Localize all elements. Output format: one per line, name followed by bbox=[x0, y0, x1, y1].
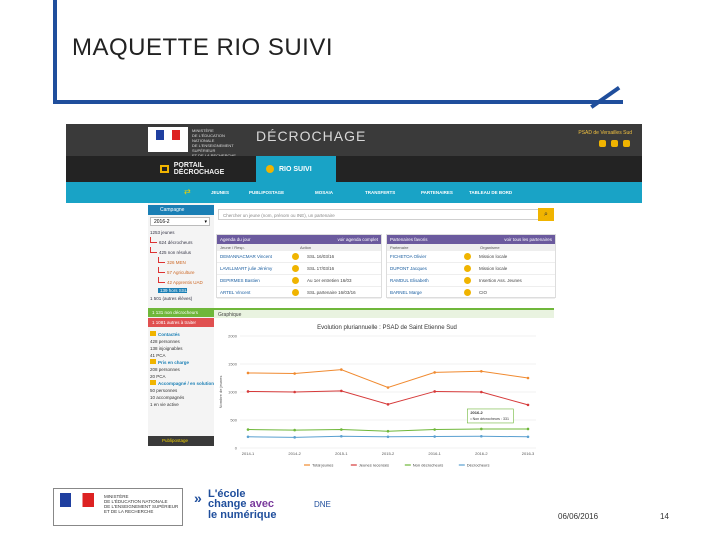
list-item[interactable]: Contactés bbox=[150, 331, 214, 338]
x-tick-label: 2016-2 bbox=[475, 451, 488, 456]
main-nav bbox=[66, 156, 642, 182]
tree-item[interactable]: 425 non résolus bbox=[150, 247, 214, 257]
table-row[interactable]: DEPIRMES Bastien Au 1er entretien 16/03 bbox=[217, 275, 381, 287]
x-tick-label: 2016-3 bbox=[521, 451, 535, 456]
user-label: PSAD de Versailles Sud bbox=[578, 130, 632, 136]
data-point bbox=[387, 436, 390, 439]
tooltip-title: 2016-2 bbox=[470, 409, 483, 415]
data-point bbox=[247, 390, 250, 393]
slide-title: MAQUETTE RIO SUIVI bbox=[72, 34, 334, 61]
tree-item[interactable]: 326 MEN bbox=[150, 257, 214, 267]
action-icon bbox=[292, 277, 299, 284]
data-point bbox=[433, 428, 436, 431]
data-point bbox=[247, 428, 250, 431]
data-point bbox=[527, 428, 530, 431]
x-tick-label: 2016-1 bbox=[428, 451, 441, 456]
slide-frame-left bbox=[53, 0, 57, 104]
data-point bbox=[433, 390, 436, 393]
evolution-chart[interactable] bbox=[214, 318, 554, 474]
status-icon bbox=[150, 359, 156, 364]
y-tick-label: 2000 bbox=[228, 333, 237, 339]
data-point bbox=[340, 368, 343, 371]
list-item[interactable]: 50 personnes bbox=[150, 388, 178, 393]
legend-label: Total jeunes bbox=[312, 462, 334, 468]
agenda-link[interactable]: voir agenda complet bbox=[337, 237, 378, 242]
chevron-down-icon: ▾ bbox=[204, 219, 207, 225]
data-point bbox=[340, 390, 343, 393]
data-point bbox=[293, 429, 296, 432]
data-point bbox=[527, 404, 530, 407]
agenda-panel bbox=[216, 234, 382, 298]
data-point bbox=[293, 372, 296, 375]
data-point bbox=[387, 386, 390, 389]
data-point bbox=[340, 428, 343, 431]
list-item[interactable]: 10 accompagnés bbox=[150, 395, 185, 400]
data-point bbox=[433, 435, 436, 438]
action-icon bbox=[292, 289, 299, 296]
data-point bbox=[293, 436, 296, 439]
tree-item[interactable]: 42 Apprentis UAD bbox=[150, 277, 214, 287]
table-row[interactable]: BARNEL Marge CIO bbox=[387, 287, 555, 299]
sidebar bbox=[148, 203, 214, 446]
nav-tableau-de-bord[interactable]: TABLEAU DE BORD bbox=[469, 190, 513, 195]
nav-publipostage[interactable]: PUBLIPOSTAGE bbox=[249, 190, 285, 195]
help-icon[interactable] bbox=[611, 140, 618, 147]
app-header bbox=[66, 124, 642, 156]
nav-partenaires[interactable]: PARTENAIRES bbox=[421, 190, 453, 195]
portal-icon bbox=[160, 165, 169, 173]
action-icon bbox=[292, 253, 299, 260]
data-point bbox=[527, 377, 530, 380]
series-line bbox=[248, 391, 528, 405]
x-tick-label: 2014-2 bbox=[288, 451, 301, 456]
y-tick-label: 0 bbox=[234, 445, 237, 451]
list-item[interactable]: 1 en vie active bbox=[150, 402, 179, 407]
data-point bbox=[480, 435, 483, 438]
table-row[interactable]: LAVILLMART julie Jérémy SSL 17/03/16 bbox=[217, 263, 381, 275]
data-point bbox=[340, 435, 343, 438]
data-point bbox=[387, 430, 390, 433]
list-item[interactable]: 20 PCA bbox=[150, 374, 166, 379]
publipostage-footer[interactable]: Publipostage bbox=[148, 436, 214, 446]
dne-label: DNE bbox=[314, 500, 331, 509]
sidebar-tree bbox=[150, 229, 214, 303]
col-header: Organisme bbox=[480, 245, 500, 250]
partner-icon bbox=[464, 277, 471, 284]
legend-label: Non décrocheurs bbox=[412, 462, 444, 468]
tree-item[interactable]: 1 501 (autres élèves) bbox=[150, 296, 193, 301]
action-icon bbox=[292, 265, 299, 272]
swap-icon[interactable]: ⇄ bbox=[184, 187, 191, 196]
nav-transferts[interactable]: TRANSFERTS bbox=[365, 190, 396, 195]
slide-frame-corner bbox=[590, 86, 620, 109]
campaign-header: Campagne bbox=[148, 205, 214, 215]
list-item[interactable]: 138 injoignables bbox=[150, 346, 183, 351]
ministry-name: MINISTÈRE DE L'ÉDUCATION NATIONALE DE L'ENSEIGNEMENT SUPÉRIEUR bbox=[192, 128, 234, 153]
partners-title: Partenaires favoris bbox=[390, 237, 428, 242]
table-row[interactable]: RAMDUL Elisabeth Insertion Ass. Jeunes bbox=[387, 275, 555, 287]
col-header: Partenaire bbox=[390, 245, 409, 250]
non-decrocheurs-item[interactable]: 1 131 non décrocheurs bbox=[148, 308, 214, 317]
republic-flag-icon bbox=[60, 493, 94, 507]
status-icon bbox=[150, 380, 156, 385]
slide-date: 06/06/2016 bbox=[558, 512, 599, 521]
data-point bbox=[480, 428, 483, 431]
list-item[interactable]: Pris en charge bbox=[150, 359, 214, 366]
nav-mosaia[interactable]: MOSAIA bbox=[315, 190, 333, 195]
partners-panel bbox=[386, 234, 556, 298]
partners-link[interactable]: voir tous les partenaires bbox=[504, 237, 552, 242]
search-icon: ⌕ bbox=[544, 211, 548, 218]
campaign-select[interactable]: 2016-2 ▾ bbox=[150, 217, 210, 226]
tooltip-text: • Non décrocheurs : 331 bbox=[470, 416, 509, 421]
logout-icon[interactable] bbox=[623, 140, 630, 147]
y-axis-label: Nombre de jeunes bbox=[218, 375, 223, 409]
col-header: Action bbox=[300, 245, 312, 250]
y-tick-label: 1000 bbox=[228, 389, 237, 395]
x-tick-label: 2015-1 bbox=[335, 451, 348, 456]
table-row[interactable]: DUPONT Jacques Mission locale bbox=[387, 263, 555, 275]
data-point bbox=[247, 372, 250, 375]
list-item[interactable]: Accompagné / en solution bbox=[150, 380, 214, 387]
header-icons bbox=[599, 140, 630, 147]
data-point bbox=[480, 370, 483, 373]
list-item[interactable]: 428 personnes bbox=[150, 339, 180, 344]
ecole-numerique-logo: » L'école change avec le numérique bbox=[194, 488, 277, 521]
data-point bbox=[387, 403, 390, 406]
search-button[interactable] bbox=[538, 208, 554, 221]
x-tick-label: 2014-1 bbox=[241, 451, 255, 456]
tree-item[interactable]: 57 Agriculture bbox=[150, 267, 214, 277]
chart-title: Evolution pluriannuelle : PSAD de Saint Etienne Sud bbox=[317, 325, 457, 331]
table-row[interactable]: DEMANNACMAR Vincent SSL 16/03/16 bbox=[217, 251, 381, 263]
tab-portail-decrochage[interactable]: PORTAIL DÉCROCHAGE bbox=[154, 156, 252, 182]
y-tick-label: 500 bbox=[230, 417, 237, 423]
republic-flag-icon bbox=[156, 130, 180, 140]
table-row[interactable]: ARTEL Vincent SSL partenaire 16/03/16 bbox=[217, 287, 381, 299]
col-header: Jeune / Resp. bbox=[220, 245, 245, 250]
x-tick-label: 2015-2 bbox=[381, 451, 395, 456]
nav-jeunes[interactable]: JEUNES bbox=[211, 190, 230, 195]
app-name: DÉCROCHAGE bbox=[256, 128, 367, 144]
legend-label: Jeunes recensés bbox=[358, 462, 390, 468]
partner-icon bbox=[464, 289, 471, 296]
rio-icon bbox=[266, 165, 274, 173]
ministry-logo bbox=[148, 127, 188, 152]
document-icon[interactable] bbox=[599, 140, 606, 147]
status-icon bbox=[150, 331, 156, 336]
graph-header: Graphique bbox=[214, 308, 554, 318]
partner-icon bbox=[464, 253, 471, 260]
ministry-footer-logo: MINISTÈRE DE L'ÉDUCATION NATIONALE DE L'ENSEIGNEMENT SUPÉRIEUR ET DE LA RECHERCHE bbox=[53, 488, 183, 526]
app-screenshot bbox=[66, 124, 642, 476]
search-input[interactable]: Chercher un jeune (nom, prénom ou INE), un partenaire bbox=[218, 209, 554, 220]
data-point bbox=[247, 436, 250, 439]
legend-label: Décrocheurs bbox=[466, 462, 490, 468]
tree-item[interactable]: 1253 jeunes bbox=[150, 230, 175, 235]
partner-icon bbox=[464, 265, 471, 272]
graph-panel bbox=[214, 308, 554, 474]
a-traiter-item[interactable]: 1 1081 autres à traiter bbox=[148, 318, 214, 327]
data-point bbox=[527, 436, 530, 439]
slide-frame-bottom bbox=[53, 100, 623, 104]
data-point bbox=[433, 371, 436, 374]
tree-item[interactable]: 139 hors SSL bbox=[160, 288, 188, 293]
data-point bbox=[480, 391, 483, 394]
page-number: 14 bbox=[660, 512, 669, 521]
tab-rio-suivi[interactable]: RIO SUIVI bbox=[256, 156, 336, 182]
table-row[interactable]: FICHETOA Olivier Mission locale bbox=[387, 251, 555, 263]
y-tick-label: 1500 bbox=[228, 361, 237, 367]
series-line bbox=[248, 370, 528, 388]
sub-nav bbox=[66, 182, 642, 203]
list-item[interactable]: 41 PCA bbox=[150, 353, 166, 358]
list-item[interactable]: 208 personnes bbox=[150, 367, 180, 372]
data-point bbox=[293, 391, 296, 394]
agenda-title: Agenda du jour bbox=[220, 237, 251, 242]
tree-item[interactable]: 624 décrocheurs bbox=[150, 237, 214, 247]
sidebar-status-list bbox=[150, 331, 214, 408]
